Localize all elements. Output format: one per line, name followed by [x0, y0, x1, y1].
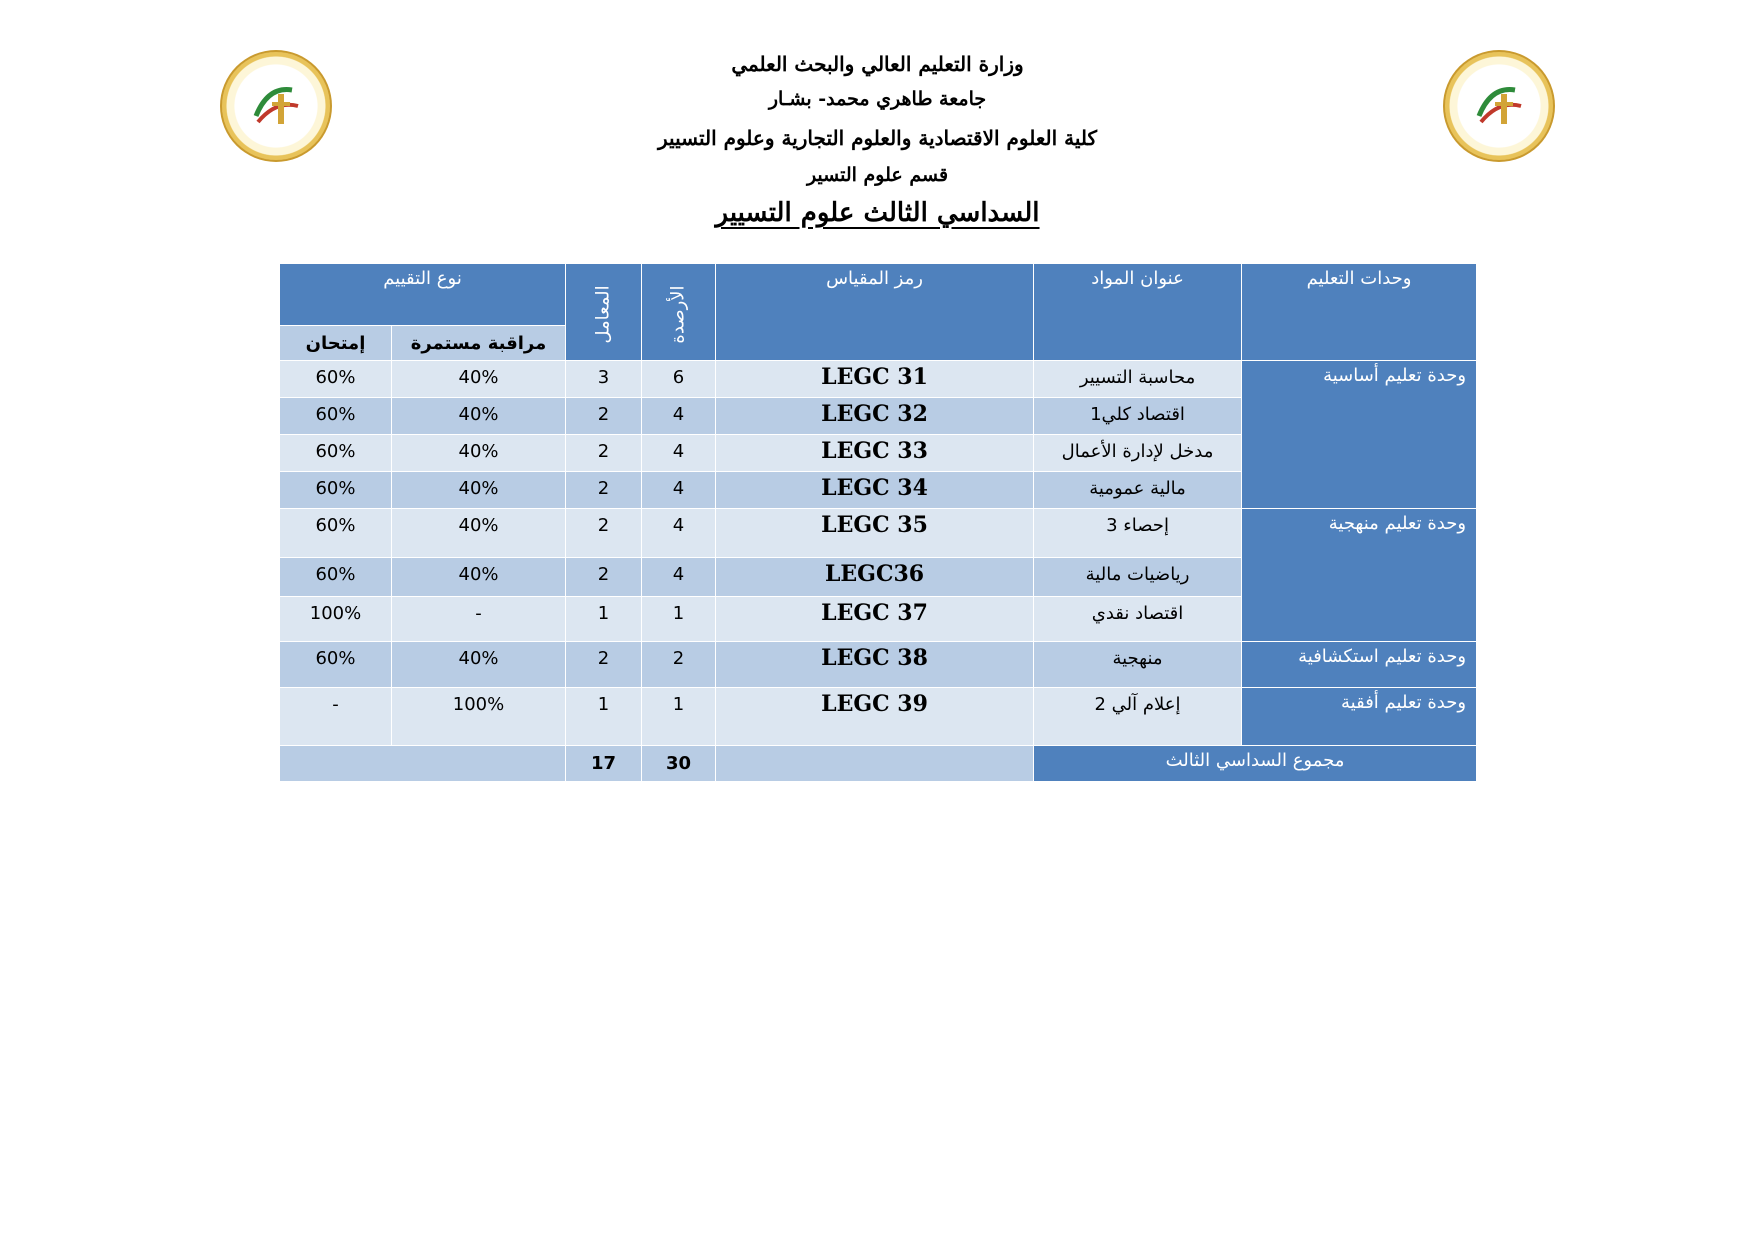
ministry-title: وزارة التعليم العالي والبحث العلمي [731, 52, 1024, 76]
credits-cell: 4 [642, 509, 716, 558]
unit-exploratory: وحدة تعليم استكشافية [1242, 642, 1477, 688]
total-label: مجموع السداسي الثالث [1034, 746, 1477, 782]
coef-cell: 3 [566, 361, 642, 398]
coef-cell: 1 [566, 688, 642, 746]
credits-cell: 1 [642, 597, 716, 642]
coef-cell: 1 [566, 597, 642, 642]
continuous-cell: 40% [392, 361, 566, 398]
subject-cell: اقتصاد نقدي [1034, 597, 1242, 642]
exam-cell: 100% [280, 597, 392, 642]
coef-cell: 2 [566, 435, 642, 472]
unit-transversal: وحدة تعليم أفقية [1242, 688, 1477, 746]
curriculum-table [279, 263, 1477, 782]
subject-cell: رياضيات مالية [1034, 558, 1242, 597]
total-credits: 30 [642, 746, 716, 782]
coef-cell: 2 [566, 642, 642, 688]
continuous-cell: 100% [392, 688, 566, 746]
exam-cell: 60% [280, 509, 392, 558]
coef-cell: 2 [566, 398, 642, 435]
credits-cell: 4 [642, 435, 716, 472]
total-row [280, 746, 1477, 782]
credits-cell: 4 [642, 558, 716, 597]
credits-cell: 4 [642, 472, 716, 509]
subject-cell: إعلام آلي 2 [1034, 688, 1242, 746]
table-row [280, 509, 1477, 558]
code-cell: LEGC 33 [716, 435, 1034, 472]
exam-header: إمتحان [280, 326, 392, 361]
credits-cell: 1 [642, 688, 716, 746]
continuous-cell: - [392, 597, 566, 642]
subject-cell: مدخل لإدارة الأعمال [1034, 435, 1242, 472]
credits-cell: 4 [642, 398, 716, 435]
faculty-title: كلية العلوم الاقتصادية والعلوم التجارية وعلوم التسيير [658, 126, 1097, 150]
department-title: قسم علوم التسير [806, 164, 949, 186]
table-row [280, 361, 1477, 398]
exam-cell: 60% [280, 472, 392, 509]
subjects-header: عنوان المواد [1034, 264, 1242, 361]
exam-cell: 60% [280, 398, 392, 435]
coef-cell: 2 [566, 509, 642, 558]
exam-cell: 60% [280, 361, 392, 398]
continuous-cell: 40% [392, 398, 566, 435]
evaluation-header: نوع التقييم [280, 264, 566, 326]
unit-fundamental: وحدة تعليم أساسية [1242, 361, 1477, 509]
subject-cell: اقتصاد كلي1 [1034, 398, 1242, 435]
code-cell: LEGC 34 [716, 472, 1034, 509]
code-cell: LEGC 38 [716, 642, 1034, 688]
total-blank [280, 746, 566, 782]
subject-cell: إحصاء 3 [1034, 509, 1242, 558]
total-code-blank [716, 746, 1034, 782]
credits-cell: 6 [642, 361, 716, 398]
exam-cell: 60% [280, 642, 392, 688]
university-title: جامعة طاهري محمد- بشـار [768, 88, 987, 110]
continuous-cell: 40% [392, 509, 566, 558]
credits-header: الأرصدة [642, 264, 716, 361]
code-cell: LEGC 37 [716, 597, 1034, 642]
total-coef: 17 [566, 746, 642, 782]
table-row [280, 642, 1477, 688]
code-cell: LEGC 31 [716, 361, 1034, 398]
continuous-cell: 40% [392, 558, 566, 597]
unit-methodological: وحدة تعليم منهجية [1242, 509, 1477, 642]
table-row [280, 688, 1477, 746]
code-cell: LEGC 39 [716, 688, 1034, 746]
subject-cell: منهجية [1034, 642, 1242, 688]
coef-cell: 2 [566, 558, 642, 597]
continuous-header: مراقبة مستمرة [392, 326, 566, 361]
continuous-cell: 40% [392, 435, 566, 472]
code-header: رمز المقياس [716, 264, 1034, 361]
exam-cell: - [280, 688, 392, 746]
code-cell: LEGC36 [716, 558, 1034, 597]
exam-cell: 60% [280, 435, 392, 472]
coefficient-header: المعامل [566, 264, 642, 361]
units-header: وحدات التعليم [1242, 264, 1477, 361]
code-cell: LEGC 32 [716, 398, 1034, 435]
semester-title: السداسي الثالث علوم التسيير [715, 198, 1040, 228]
subject-cell: محاسبة التسيير [1034, 361, 1242, 398]
code-cell: LEGC 35 [716, 509, 1034, 558]
subject-cell: مالية عمومية [1034, 472, 1242, 509]
coef-cell: 2 [566, 472, 642, 509]
exam-cell: 60% [280, 558, 392, 597]
continuous-cell: 40% [392, 472, 566, 509]
continuous-cell: 40% [392, 642, 566, 688]
credits-cell: 2 [642, 642, 716, 688]
